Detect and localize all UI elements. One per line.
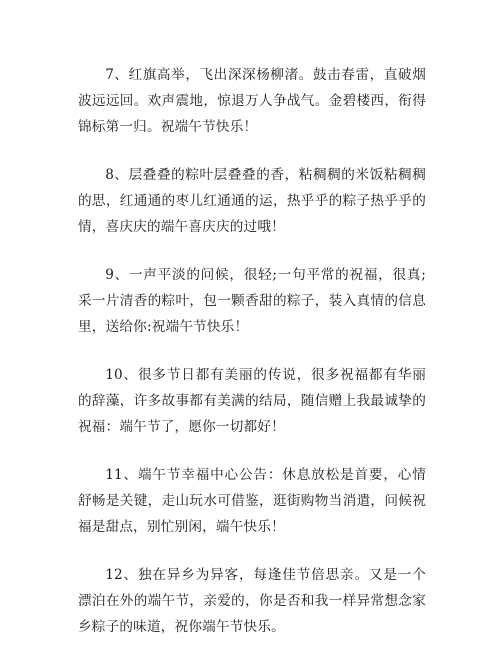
paragraph-10: 10、很多节日都有美丽的传说，很多祝福都有华丽的辞藻，许多故事都有美满的结局，随信赠上我最诚挚的祝福：端午节了，愿你一切都好！ [78, 367, 426, 435]
paragraph-9: 9、一声平淡的问候，很轻;一句平常的祝福，很真;采一片清香的粽叶，包一颗香甜的粽子，装入真情的信息里，送给你:祝端午节快乐！ [78, 267, 426, 335]
paragraph-12: 12、独在异乡为异客，每逢佳节倍思亲。又是一个漂泊在外的端午节，亲爱的，你是否和我一样异常想念家乡粽子的味道，祝你端午节快乐。 [78, 567, 426, 635]
paragraph-8: 8、层叠叠的粽叶层叠叠的香，粘稠稠的米饭粘稠稠的思，红通通的枣儿红通通的运，热乎乎的粽子热乎乎的情，喜庆庆的端午喜庆庆的过哦！ [78, 167, 426, 235]
paragraph-11: 11、端午节幸福中心公告：休息放松是首要，心情舒畅是关键，走山玩水可借鉴，逛街购物当消遣，问候祝福是甜点，别忙别闲，端午快乐！ [78, 467, 426, 535]
document-body [78, 62, 426, 662]
paragraph-7: 7、红旗高举，飞出深深杨柳渚。鼓击春雷，直破烟波远远回。欢声震地，惊退万人争战气。金碧楼西，衔得锦标第一归。祝端午节快乐！ [78, 67, 426, 135]
